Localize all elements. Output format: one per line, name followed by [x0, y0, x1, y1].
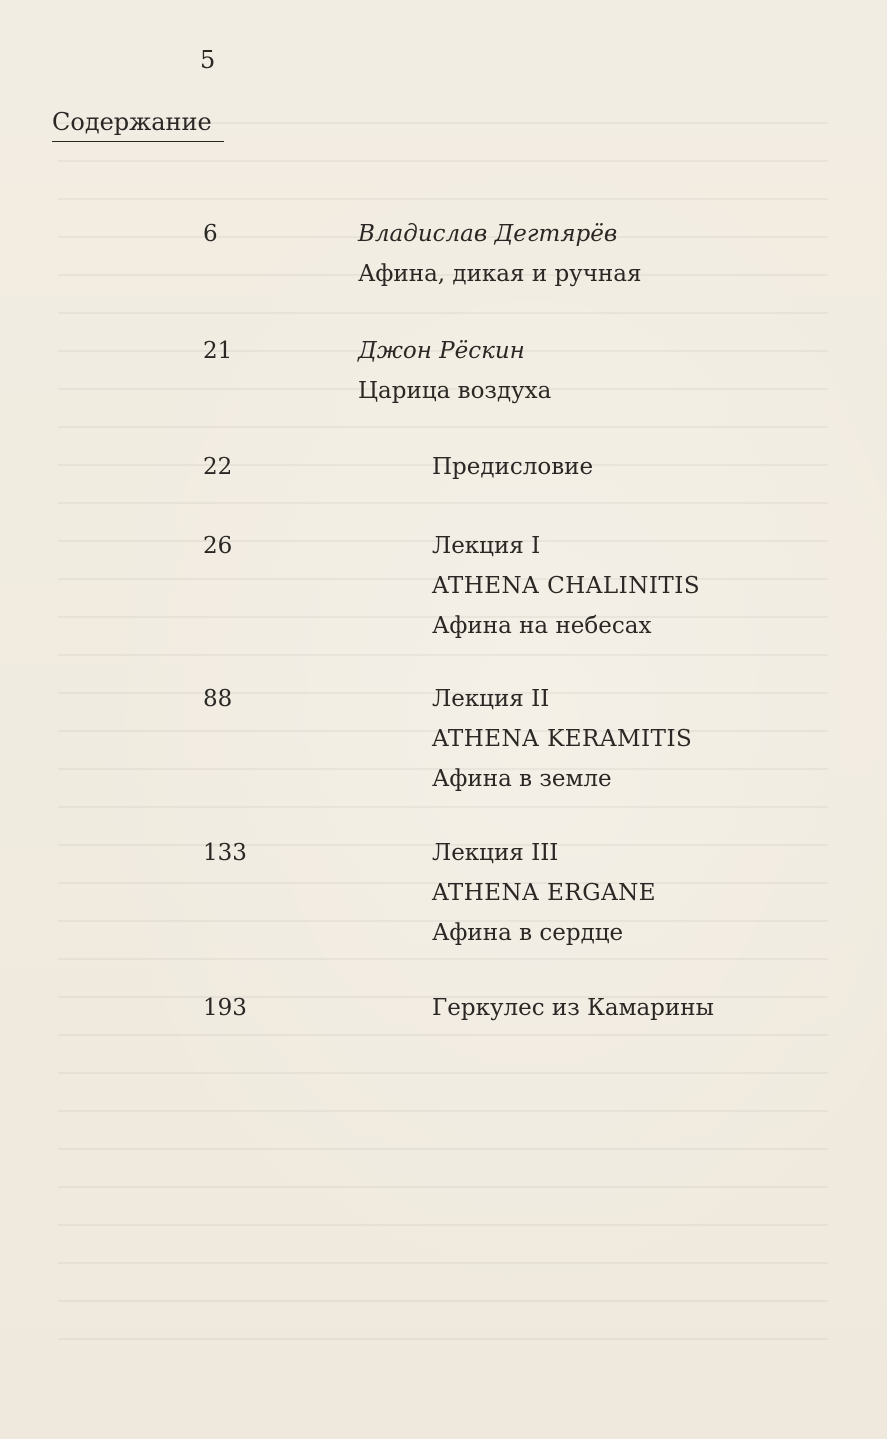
toc-page-number: 88 — [203, 686, 233, 712]
toc-author: Владислав Дегтярёв — [358, 221, 618, 247]
toc-author: Джон Рёскин — [358, 338, 525, 364]
toc-latin-title: ATHENA KERAMITIS — [432, 726, 693, 752]
toc-lecture-label: Лекция I — [432, 533, 541, 559]
show-through-line — [58, 1338, 828, 1340]
show-through-line — [58, 1148, 828, 1150]
show-through-line — [58, 806, 828, 808]
show-through-line — [58, 312, 828, 314]
toc-subtitle: Афина в земле — [432, 766, 612, 792]
toc-title: Предисловие — [432, 454, 594, 480]
toc-subtitle: Афина на небесах — [432, 613, 652, 639]
show-through-line — [58, 1186, 828, 1188]
page-number: 5 — [200, 46, 216, 74]
show-through-line — [58, 1300, 828, 1302]
toc-title: Афина, дикая и ручная — [358, 261, 642, 287]
show-through-line — [58, 1224, 828, 1226]
show-through-line — [58, 1110, 828, 1112]
show-through-line — [58, 160, 828, 162]
toc-page-number: 21 — [203, 338, 233, 364]
contents-title: Содержание — [52, 108, 224, 142]
show-through-line — [58, 198, 828, 200]
toc-latin-title: ATHENA ERGANE — [432, 880, 657, 906]
toc-lecture-label: Лекция II — [432, 686, 550, 712]
show-through-line — [58, 1072, 828, 1074]
toc-page-number: 193 — [203, 995, 247, 1021]
toc-title: Царица воздуха — [358, 378, 552, 404]
toc-lecture-label: Лекция III — [432, 840, 559, 866]
toc-page-number: 26 — [203, 533, 233, 559]
show-through-line — [58, 502, 828, 504]
toc-page-number: 22 — [203, 454, 233, 480]
toc-title: Геркулес из Камарины — [432, 995, 714, 1021]
show-through-line — [58, 654, 828, 656]
toc-page-number: 6 — [203, 221, 218, 247]
show-through-line — [58, 426, 828, 428]
toc-page-number: 133 — [203, 840, 247, 866]
show-through-line — [58, 1262, 828, 1264]
show-through-line — [58, 958, 828, 960]
toc-latin-title: ATHENA CHALINITIS — [432, 573, 701, 599]
toc-subtitle: Афина в сердце — [432, 920, 624, 946]
show-through-line — [58, 1034, 828, 1036]
